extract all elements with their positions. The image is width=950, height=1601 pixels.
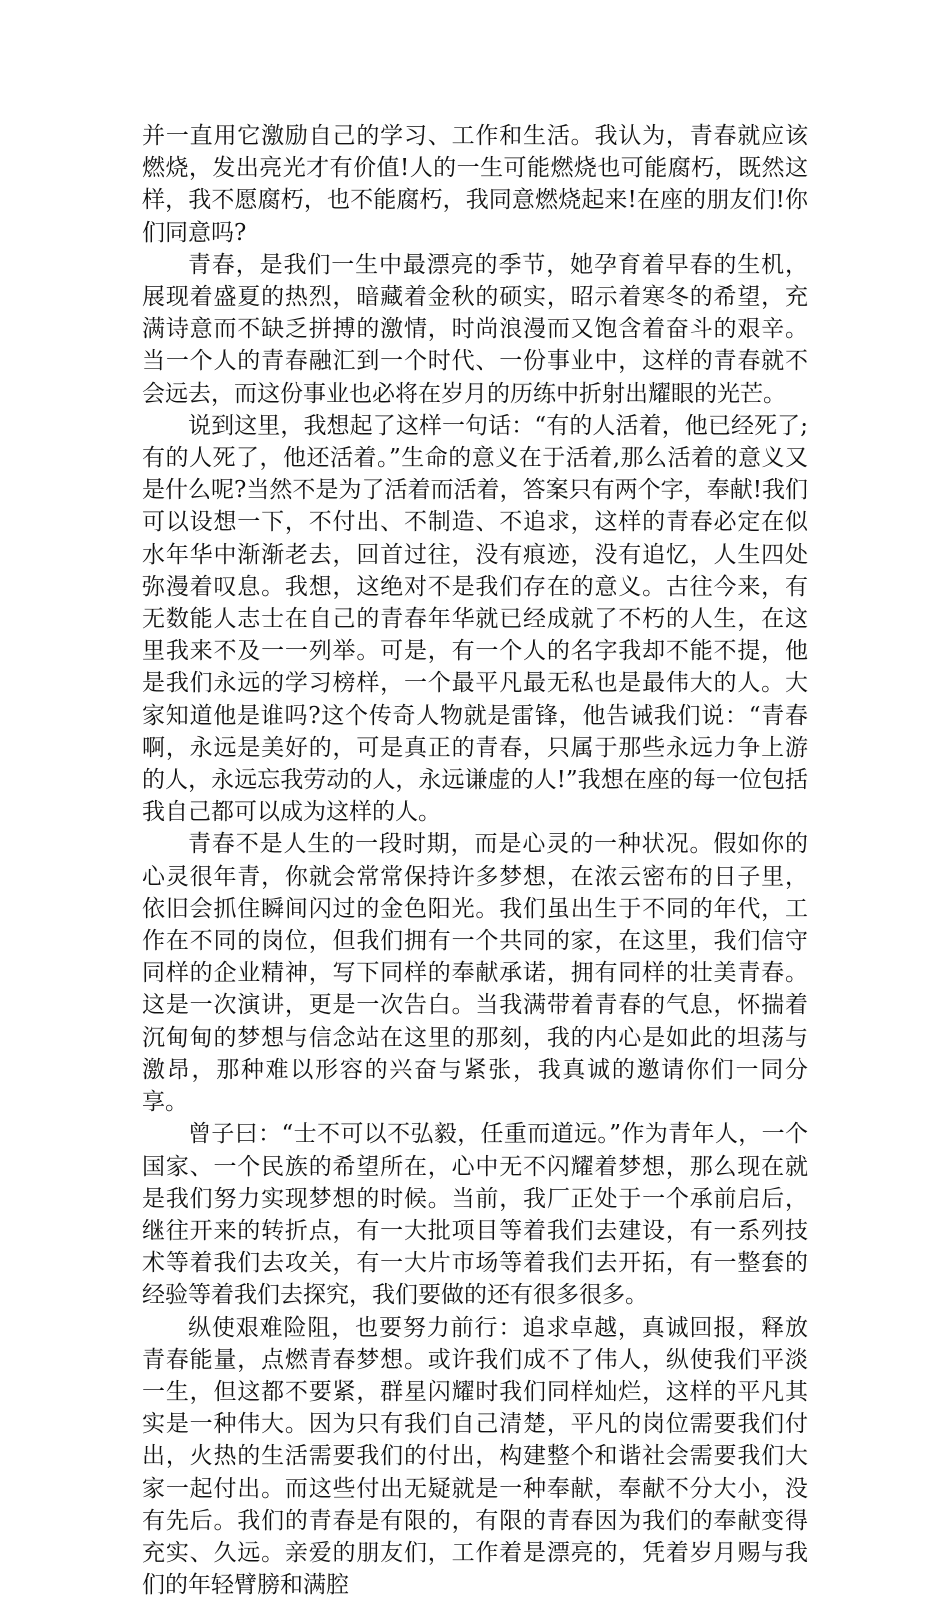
paragraph-1: 并一直用它激励自己的学习、工作和生活。我认为，青春就应该燃烧，发出亮光才有价值!人的一生可能燃烧也可能腐朽，既然这样，我不愿腐朽，也不能腐朽，我同意燃烧起来!在座的朋友们!你们同意吗?: [142, 123, 808, 246]
document-body: [142, 120, 808, 1601]
paragraph-6: 纵使艰难险阻，也要努力前行：追求卓越，真诚回报，释放青春能量，点燃青春梦想。或许我们成不了伟人，纵使我们平淡一生，但这都不要紧，群星闪耀时我们同样灿烂，这样的平凡其实是一种伟大。因为只有我们自己清楚，平凡的岗位需要我们付出，火热的生活需要我们的付出，构建整个和谐社会需要我们大家一起付出。而这些付出无疑就是一种奉献，奉献不分大小，没有先后。我们的青春是有限的，有限的青春因为我们的奉献变得充实、久远。亲爱的朋友们，工作着是漂亮的，凭着岁月赐与我们的年轻臂膀和满腔: [142, 1314, 808, 1599]
paragraph-5: 曾子曰：“士不可以不弘毅，任重而道远。”作为青年人，一个国家、一个民族的希望所在，心中无不闪耀着梦想，那么现在就是我们努力实现梦想的时候。当前，我厂正处于一个承前启后，继往开来的转折点，有一大批项目等着我们去建设，有一系列技术等着我们去攻关，有一大片市场等着我们去开拓，有一整套的经验等着我们去探究，我们要做的还有很多很多。: [142, 1121, 808, 1309]
paragraph-3: 说到这里，我想起了这样一句话：“有的人活着，他已经死了;有的人死了，他还活着。”生命的意义在于活着,那么活着的意义又是什么呢?当然不是为了活着而活着，答案只有两个字，奉献!我们可以设想一下，不付出、不制造、不追求，这样的青春必定在似水年华中渐渐老去，回首过往，没有痕迹，没有追忆，人生四处弥漫着叹息。我想，这绝对不是我们存在的意义。古往今来，有无数能人志士在自己的青春年华就已经成就了不朽的人生，在这里我来不及一一列举。可是，有一个人的名字我却不能不提，他是我们永远的学习榜样，一个最平凡最无私也是最伟大的人。大家知道他是谁吗?这个传奇人物就是雷锋，他告诫我们说：“青春啊，永远是美好的，可是真正的青春，只属于那些永远力争上游的人，永远忘我劳动的人，永远谦虚的人!”我想在座的每一位包括我自己都可以成为这样的人。: [142, 412, 808, 826]
paragraph-4: 青春不是人生的一段时期，而是心灵的一种状况。假如你的心灵很年青，你就会常常保持许多梦想，在浓云密布的日子里，依旧会抓住瞬间闪过的金色阳光。我们虽出生于不同的年代，工作在不同的岗位，但我们拥有一个共同的家，在这里，我们信守同样的企业精神，写下同样的奉献承诺，拥有同样的壮美青春。这是一次演讲，更是一次告白。当我满带着青春的气息，怀揣着沉甸甸的梦想与信念站在这里的那刻，我的内心是如此的坦荡与激昂，那种难以形容的兴奋与紧张，我真诚的邀请你们一同分享。: [142, 831, 808, 1116]
paragraph-2: 青春，是我们一生中最漂亮的季节，她孕育着早春的生机，展现着盛夏的热烈，暗藏着金秋的硕实，昭示着寒冬的希望，充满诗意而不缺乏拼搏的激情，时尚浪漫而又饱含着奋斗的艰辛。当一个人的青春融汇到一个时代、一份事业中，这样的青春就不会远去，而这份事业也必将在岁月的历练中折射出耀眼的光芒。: [142, 251, 808, 407]
